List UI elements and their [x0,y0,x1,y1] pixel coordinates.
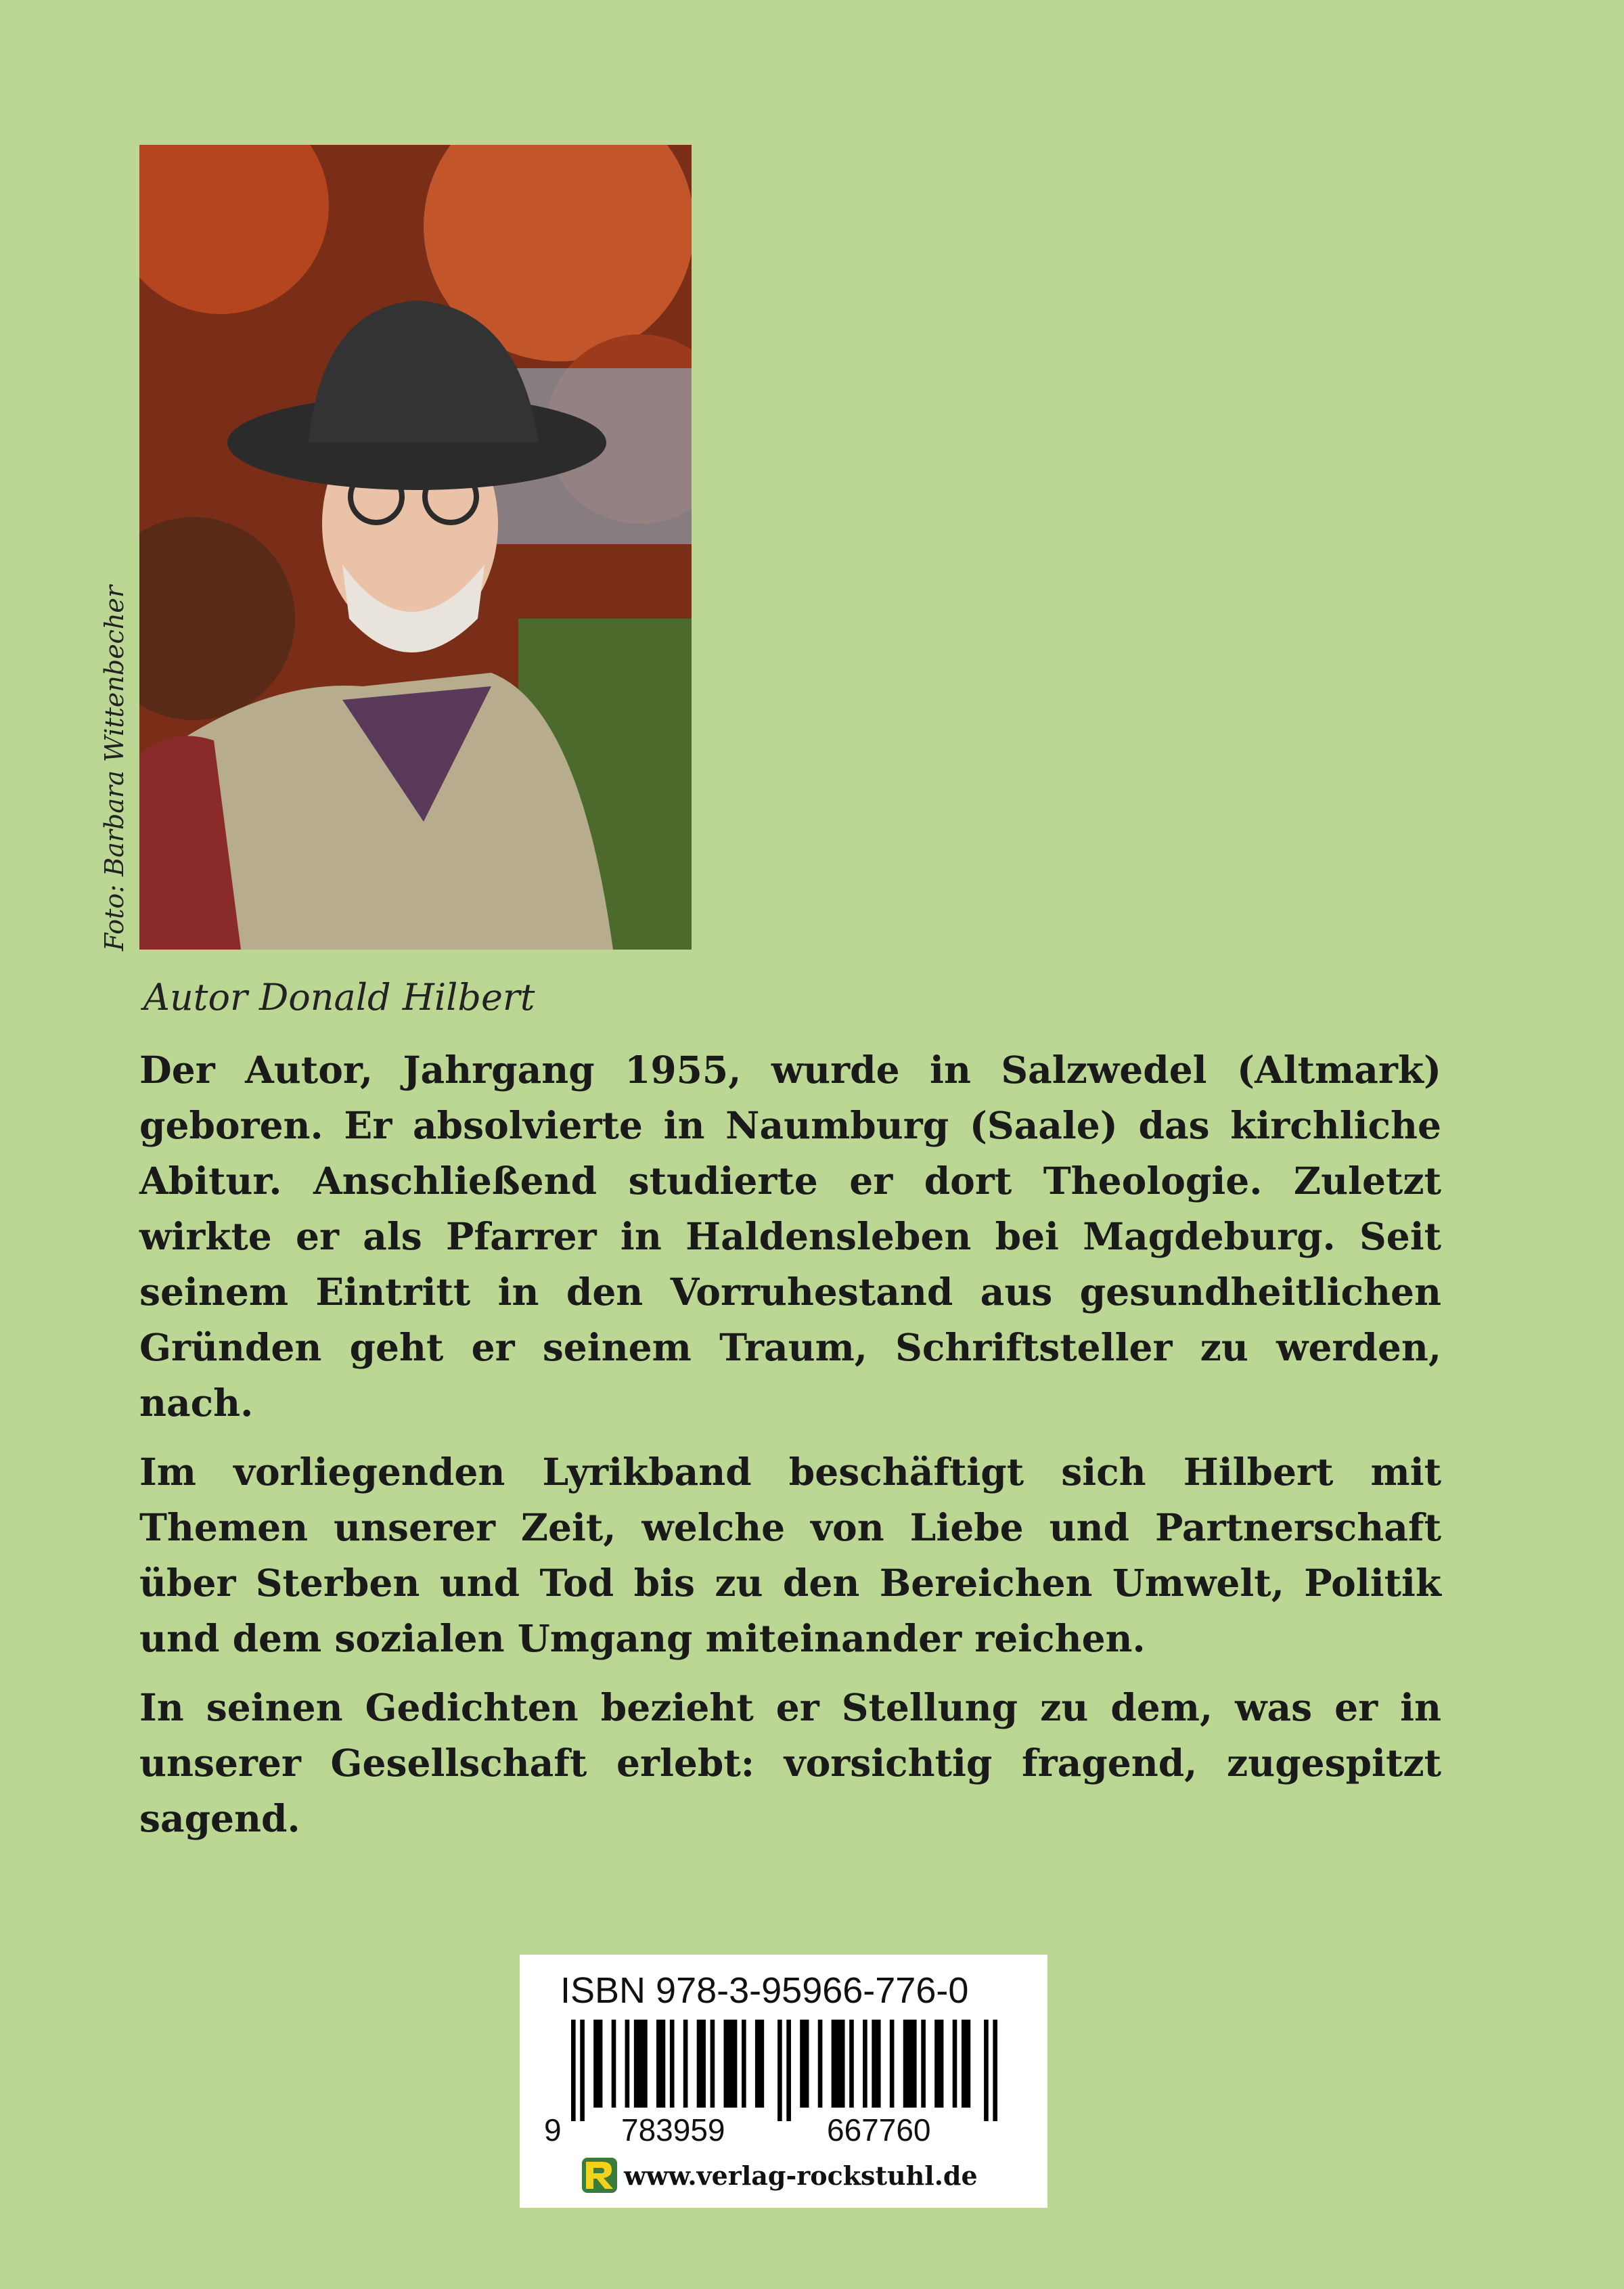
photo-credit: Foto: Barbara Wittenbecher [99,585,129,951]
isbn-barcode-panel [520,1955,1047,2208]
publisher-line [582,2158,978,2193]
barcode-icon [571,2020,997,2121]
isbn-number: ISBN 978-3-95966-776-0 [560,1970,969,2011]
author-portrait-illustration [139,145,692,950]
author-photo [139,145,692,950]
photo-caption: Autor Donald Hilbert [143,976,535,1019]
paragraph-poems-stance: In seinen Gedichten bezieht er Stellung zu dem, was er in unserer Gesellschaft erlebt: vorsichtig fragend, zugespitzt sagend. [139,1685,1441,1840]
barcode-lead-digit: 9 [544,2112,562,2148]
barcode-left-digits: 783959 [621,2112,725,2148]
paragraph-book-themes: Im vorliegenden Lyrikband beschäftigt sich Hilbert mit Themen unserer Zeit, welche von Liebe und Partnerschaft über Sterben und Tod bis zu den Bereichen Umwelt, Politik und dem sozialen Umgang miteinander reichen. [139,1450,1441,1660]
author-biography [139,1042,1441,1860]
barcode-right-digits: 667760 [827,2112,931,2148]
paragraph-biography: Der Autor, Jahrgang 1955, wurde in Salzwedel (Altmark) geboren. Er absolvierte in Naumburg (Saale) das kirchliche Abitur. Anschließend studierte er dort Theologie. Zuletzt wirkte er als Pfarrer in Haldensleben bei Magdeburg. Seit seinem Eintritt in den Vorruhestand aus gesundheitlichen Gründen geht er seinem Traum, Schriftsteller zu werden, nach. [139,1048,1441,1425]
publisher-website-link[interactable]: www.verlag-rockstuhl.de [624,2160,978,2191]
rockstuhl-logo-icon [582,2158,617,2193]
